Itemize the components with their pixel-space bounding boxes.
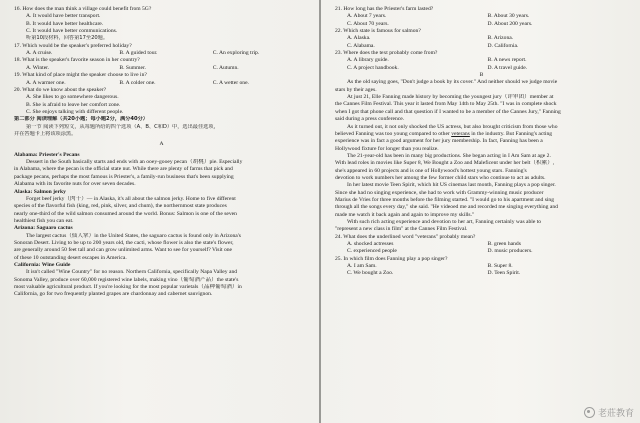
passage-b-p4-line-4: devotion to work numbers her among the few former child stars who continue to act as adults. (335, 174, 546, 181)
arizona-line-3: are generally around 50 feet tall and can grow unlimited arms. Want to see for yourself? Visit one (14, 247, 233, 254)
question-23: 23. Where does the text probably come from? (335, 50, 438, 57)
q22-option-d: D. California. (487, 42, 519, 49)
heading-alaska: Alaska: Salmon jerky (14, 188, 66, 195)
q19-options (14, 80, 309, 87)
q21-option-b: B. About 30 years. (487, 13, 530, 20)
q21-options-cd (335, 21, 628, 28)
california-line-4: California, go for two frequently planted grapes are chardonnay and cabernet sauvignon. (14, 291, 213, 298)
q20-option-c: C. She enjoys talking with different people. (26, 108, 124, 115)
q25-options-cd (335, 270, 628, 277)
q24-options-ab (335, 241, 628, 248)
alabama-line-4: Alabama with its favorite nuts for over seven decades. (14, 181, 136, 188)
q24-option-b: B. green hands (487, 241, 521, 247)
question-25: 25. In which film does Fanning play a pop singer? (335, 255, 448, 262)
q18-option-b: B. Summer. (119, 64, 146, 71)
q25-option-d: D. Teen Spirit. (487, 270, 521, 277)
question-24: 24. What does the underlined word "veterans" probably mean? (335, 233, 476, 240)
q22-option-c: C. Alabama. (347, 42, 375, 49)
q17-option-a: A. A cruise. (26, 50, 53, 57)
passage-b-p6-line-1: With such rich acting experience and devotion to her art, Fanning certainly was able to (347, 218, 542, 225)
wechat-icon (584, 407, 595, 418)
question-20: 20. What do we know about the speaker? (14, 86, 107, 93)
q20-option-a: A. She likes to go somewhere dangerous. (26, 94, 119, 101)
q21-option-d: D. About 200 years. (487, 20, 533, 27)
passage-b-p6-line-2: "represent a new class in film" at the Cannes Film Festival. (335, 226, 468, 233)
q17-options (14, 50, 309, 57)
q24-option-c: C. experienced people (347, 248, 397, 255)
question-16: 16. How does the man think a village could benefit from 5G? (14, 6, 152, 12)
q23-option-c: C. A project handbook. (347, 64, 399, 71)
q20-option-b: B. She is afraid to leave her comfort zone. (26, 101, 121, 108)
arizona-line-1: The largest cactus（仙人掌）in the United States, the saguaro cactus is found only in Arizona's (26, 232, 241, 239)
alabama-line-1: Dessert in the South basically starts and ends with an ooey-gooey pecan（胡桃）pie. Especially (26, 159, 243, 166)
question-17: 17. Which would be the speaker's preferred holiday? (14, 42, 132, 49)
q25-options-ab (335, 263, 628, 270)
q23-option-a: A. A library guide. (347, 57, 389, 64)
q16-option-c: C. It would have better communications. (26, 28, 118, 35)
q17-option-b: B. A guided tour. (119, 50, 158, 57)
q24-options-cd (335, 248, 628, 255)
section-instructions-2: 并在答题卡上将该项涂黑。 (14, 131, 77, 138)
p3-text-after: in the industry. But Fanning's acting (469, 130, 553, 137)
underlined-veterans: veterans (451, 130, 470, 137)
heading-california: California: Wine Guide (14, 261, 71, 268)
passage-b-p4-line-2: With lead roles in movies like Super 8, We Bought a Zoo and Maleficent under her belt（积累）, (335, 160, 555, 167)
q21-option-a: A. About 7 years. (347, 13, 387, 20)
alaska-line-1: Forget beef jerky（肉干）— in Alaska, it's all about the salmon jerky. Home to five different (26, 195, 236, 202)
question-22: 22. Which state is famous for salmon? (335, 28, 421, 35)
q21-options-ab (335, 13, 628, 20)
heading-alabama: Alabama: Priester's Pecans (14, 151, 80, 158)
q22-options-cd (335, 43, 628, 50)
q16-option-b: B. It would have better healthcare. (26, 20, 104, 27)
left-page (0, 0, 319, 423)
passage-b-p5-line-1: In her latest movie Teen Spirit, which hit US cinemas last month, Fanning plays a pop singer. (347, 182, 556, 189)
alaska-line-4: healthiest fish you can eat. (14, 217, 74, 224)
q25-option-a: A. I am Sam. (347, 263, 377, 270)
q23-options-cd (335, 65, 628, 72)
passage-b-p1-line-1: As the old saying goes, "Don't judge a book by its cover." And neither should we judge movie (347, 79, 558, 86)
arizona-line-4: of these 10 outstanding desert escapes in America. (14, 254, 127, 261)
q22-option-a: A. Alaska. (347, 35, 371, 42)
passage-b-letter: B (479, 72, 484, 79)
passage-b-p5-line-5: made me watch it back again and again to improve my skills." (335, 211, 475, 218)
watermark-text: 老莊教育 (597, 409, 634, 419)
q17-option-c: C. An exploring trip. (212, 50, 260, 57)
listening-note: 听第10段材料，回答第17至20题。 (26, 35, 109, 42)
q19-option-c: C. A wetter one. (212, 79, 249, 86)
watermark (584, 406, 634, 419)
q19-option-b: B. A colder one. (119, 79, 156, 86)
passage-a-letter: A (159, 141, 164, 148)
section-instructions-1: 第一节 阅读下列短文，从每题所给的四个选项（A、B、C和D）中，选出最佳选项， (26, 123, 219, 130)
passage-b-p1-line-2: stars by their ages. (335, 86, 377, 93)
alaska-line-3: nearly one-third of the wild salmon consumed around the world. Bonus: Salmon is one of the seven (14, 210, 237, 217)
q22-options-ab (335, 35, 628, 42)
california-line-1: It isn't called "Wine Country" for no reason. Northern California, specifically Napa Valley and (26, 269, 238, 276)
question-19: 19. What kind of place might the speaker choose to live in? (14, 72, 147, 79)
q18-option-a: A. Winter. (26, 64, 50, 71)
q24-option-a: A. shocked actresses (347, 241, 394, 247)
passage-b-p3-line-2 (335, 131, 628, 138)
right-page (321, 0, 640, 423)
passage-b-p3-line-4: Hollywood fixture for longer than you realize. (335, 145, 439, 152)
q24-option-d: D. music producers. (487, 248, 533, 255)
california-line-3: most valuable agricultural product. If you're looking for the most popular varietals（品种葡萄酒）in (14, 283, 242, 290)
alaska-line-2: species of the flavorful fish (king, red, pink, silver, and chum), the northernmost state produces (14, 203, 227, 210)
p3-text-before: believed Fanning was too young compared to other (335, 130, 452, 137)
section-title: 第二部分 阅读理解（共20小题；每小题2分，满分40分） (14, 116, 148, 123)
question-18: 18. What is the speaker's favorite season in her country? (14, 57, 140, 64)
q23-option-b: B. A news report. (487, 57, 527, 64)
q25-option-b: B. Super 8. (487, 263, 513, 270)
q18-option-c: C. Autumn. (212, 64, 239, 71)
passage-b-p5-line-2: Since she had no singing experience, she had to work with Grammy-winning music producer (335, 189, 544, 196)
alabama-line-3: package pecans, perhaps the most famous is Priester's, a family-run business that's been supplying (14, 173, 234, 180)
heading-arizona: Arizona: Saguaro cactus (14, 225, 73, 232)
q23-options-ab (335, 57, 628, 64)
q25-option-c: C. We bought a Zoo. (347, 270, 394, 277)
question-21: 21. How long has the Priester's farm lasted? (335, 6, 434, 12)
arizona-line-2: Sonoran Desert. Living to be up to 200 years old, the cacti, whose flower is also the state's flower, (14, 239, 234, 246)
passage-b-p3-line-3: experience was in fact a good argument for her jury membership. In fact, Fanning has been a (335, 138, 543, 145)
passage-b-p5-line-4: through all the songs every day," she said. "He videoed me and recorded me singing everything and (335, 204, 558, 211)
alabama-line-2: in Alabama, where the pecan is the official state nut. While there are plenty of farms that pick and (14, 166, 233, 173)
q18-options (14, 65, 309, 72)
q23-option-d: D. A travel guide. (487, 64, 528, 71)
passage-b-p2-line-3: when I got that phone call and that question if I wanted to be a member of the Cannes Jury," Fanning (335, 108, 561, 115)
passage-b-p2-line-4: said during a press conference. (335, 116, 405, 123)
q16-option-a: A. It would have better transport. (26, 13, 101, 20)
passage-b-p4-line-3: she's appeared in 60 projects and is one of Hollywood's hottest young stars. Fanning's (335, 167, 527, 174)
q19-option-a: A. A warmer one. (26, 79, 66, 86)
passage-b-p3-line-1: As it turned out, it not only shocked the US actress, but also brought criticism from those who (347, 123, 558, 130)
q21-option-c: C. About 70 years. (347, 20, 389, 27)
q22-option-b: B. Arizona. (487, 35, 514, 42)
passage-b-p5-line-3: Marius de Vries for three months before the filming started. "I would go to his apartment and sing (335, 196, 555, 203)
passage-b-p2-line-1: At just 21, Elle Fanning made history by becoming the youngest jury（评审团）member at (347, 94, 554, 101)
passage-b-p4-line-1: The 21-year-old has been in many big productions. She began acting in I Am Sam at age 2. (347, 152, 551, 159)
passage-b-p2-line-2: the Cannes Film Festival. This year it lasted from May 14th to May 25th. "I was in complete shock (335, 101, 557, 108)
california-line-2: Sonoma Valley, produce over 60,000 registered wine labels, making vino（葡萄酒产品）the state's (14, 276, 239, 283)
